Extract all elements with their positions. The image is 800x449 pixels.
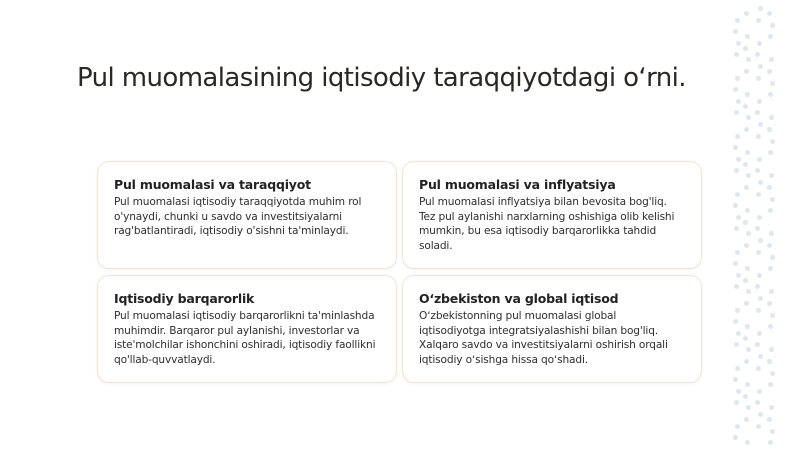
decorative-dot [734,226,739,231]
decorative-dot [756,308,761,313]
decorative-dot [769,115,774,120]
decorative-dot [735,192,740,197]
decorative-dot [755,284,760,289]
decorative-dot [756,366,761,371]
decorative-dot [736,215,741,220]
decorative-dot [767,417,772,422]
decorative-dot [770,81,775,86]
card-uzbekistan-global-economy [402,275,702,383]
decorative-dot [734,110,739,115]
decorative-dot [735,250,740,255]
decorative-dot [736,331,741,336]
decorative-dot [758,354,763,359]
decorative-dot [733,203,738,208]
decorative-dot [756,192,761,197]
decorative-dot [755,168,760,173]
decorative-dot [758,412,763,417]
decorative-dot [756,18,761,23]
decorative-dot [745,92,750,97]
decorative-dot [768,266,773,271]
decorative-dot [733,29,738,34]
decorative-dot [746,347,751,352]
decorative-dot [745,324,750,329]
decorative-dot [744,127,749,132]
decorative-dot [745,266,750,271]
decorative-dot [743,278,748,283]
decorative-dot [735,308,740,313]
decorative-dot [733,435,738,440]
decorative-dot [769,231,774,236]
decorative-dot [767,185,772,190]
decorative-dot [743,104,748,109]
card-title: Oʻzbekiston va global iqtisod [419,291,619,306]
decorative-dot [743,394,748,399]
decorative-dot [745,440,750,445]
decorative-dot [744,359,749,364]
decorative-dot [757,273,762,278]
decorative-dot [733,145,738,150]
slide-title: Pul muomalasining iqtisodiy taraqqiyotdagi oʻrni. [77,63,686,93]
decorative-dot [755,52,760,57]
decorative-dot [770,139,775,144]
decorative-dot [769,57,774,62]
decorative-dot [735,424,740,429]
decorative-dot [743,220,748,225]
decorative-dot [758,122,763,127]
decorative-dot [746,405,751,410]
decorative-dot [768,382,773,387]
decorative-dot [767,301,772,306]
decorative-dot [758,238,763,243]
card-title: Pul muomalasi va inflyatsiya [419,177,616,192]
decorative-dot [744,185,749,190]
decorative-dot [746,289,751,294]
card-body: Pul muomalasi iqtisodiy taraqqiyotda muhim rol o'ynaydi, chunki u savdo va investitsiyalarni rag'batlantiradi, iqtisodiy o'sishni ta'minlaydi. [114,196,362,238]
decorative-dot [734,284,739,289]
decorative-dot [758,64,763,69]
decorative-dot [745,208,750,213]
decorative-dot [757,389,762,394]
decorative-dot [755,110,760,115]
decorative-dot [770,313,775,318]
card-money-circulation-development [97,161,397,269]
decorative-dot [757,215,762,220]
decorative-dot [756,134,761,139]
decorative-dot [745,150,750,155]
decorative-dot [755,400,760,405]
decorative-dot [735,366,740,371]
decorative-dot [769,405,774,410]
decorative-dot [757,157,762,162]
decorative-dot [767,69,772,74]
decorative-dot [735,76,740,81]
card-title: Iqtisodiy barqarorlik [114,291,255,306]
decorative-dot [770,371,775,376]
decorative-dot [744,243,749,248]
decorative-dot [746,57,751,62]
decorative-dot [770,23,775,28]
card-body: Oʻzbekistonning pul muomalasi global iqtisodiyotga integratsiyalashishi bilan bog'liq. Xalqaro savdo va investitsiyalarni oshirish orqali iqtisodiy oʻsishga hissa qoʻshadi. [419,310,668,366]
card-body: Pul muomalasi iqtisodiy barqarorlikni ta'minlashda muhimdir. Barqaror pul aylanishi, investorlar va iste'molchilar ishonchini oshiradi, iqtisodiy faollikni qo'llab-quvvatlaydi. [114,310,376,366]
decorative-dot [770,255,775,260]
decorative-dot-pattern [722,0,800,449]
decorative-dot [767,359,772,364]
card-body: Pul muomalasi inflyatsiya bilan bevosita bog'liq. Tez pul aylanishi narxlarning oshishiga olib kelishi mumkin, bu esa iqtisodiy barqarorlikka tahdid soladi. [419,196,675,252]
decorative-dot [736,273,741,278]
decorative-dot [758,296,763,301]
decorative-dot [768,324,773,329]
decorative-dot [768,440,773,445]
decorative-dot [769,289,774,294]
decorative-dot [758,180,763,185]
decorative-dot [744,69,749,74]
decorative-dot [745,34,750,39]
decorative-dot [743,46,748,51]
decorative-dot [746,231,751,236]
decorative-dot [767,11,772,16]
decorative-dot [744,11,749,16]
decorative-dot [756,250,761,255]
decorative-dot [768,208,773,213]
decorative-dot [768,150,773,155]
card-title: Pul muomalasi va taraqqiyot [114,177,311,192]
decorative-dot [757,99,762,104]
decorative-dot [734,52,739,57]
card-money-circulation-inflation [402,161,702,269]
decorative-dot [767,243,772,248]
decorative-dot [770,429,775,434]
decorative-dot [758,6,763,11]
decorative-dot [735,18,740,23]
decorative-dot [733,87,738,92]
decorative-dot [768,92,773,97]
decorative-dot [733,261,738,266]
decorative-dot [757,331,762,336]
decorative-dot [756,424,761,429]
decorative-dot [736,157,741,162]
decorative-dot [744,301,749,306]
decorative-dot [743,162,748,167]
decorative-dot [756,76,761,81]
decorative-dot [755,226,760,231]
decorative-dot [757,41,762,46]
decorative-dot [735,134,740,139]
decorative-dot [746,173,751,178]
card-economic-stability [97,275,397,383]
decorative-dot [767,127,772,132]
decorative-dot [769,347,774,352]
decorative-dot [746,115,751,120]
decorative-dot [734,400,739,405]
decorative-dot [734,168,739,173]
decorative-dot [744,417,749,422]
decorative-dot [733,377,738,382]
decorative-dot [770,197,775,202]
decorative-dot [733,319,738,324]
decorative-dot [755,342,760,347]
decorative-dot [743,336,748,341]
decorative-dot [769,173,774,178]
decorative-dot [736,389,741,394]
decorative-dot [734,342,739,347]
decorative-dot [745,382,750,387]
decorative-dot [736,99,741,104]
decorative-dot [768,34,773,39]
decorative-dot [736,41,741,46]
